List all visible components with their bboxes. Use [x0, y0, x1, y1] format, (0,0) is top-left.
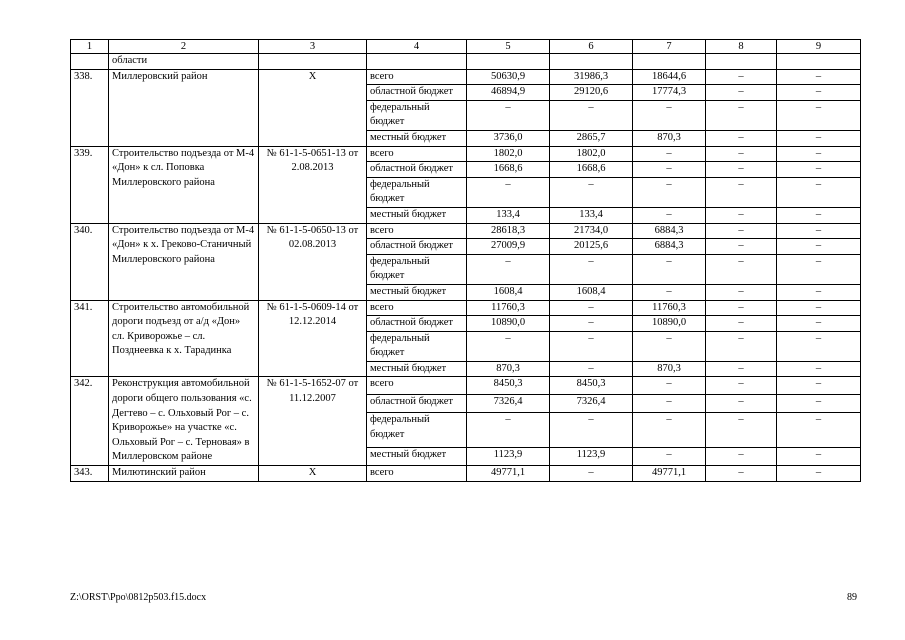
funding-source: областной бюджет — [367, 162, 467, 178]
value-cell: 6884,3 — [633, 239, 706, 255]
value-cell: – — [706, 162, 777, 178]
value-cell: – — [706, 448, 777, 466]
value-cell: – — [777, 239, 861, 255]
value-cell: – — [777, 85, 861, 101]
value-cell: 6884,3 — [633, 223, 706, 239]
value-cell: 1123,9 — [550, 448, 633, 466]
value-cell: 17774,3 — [633, 85, 706, 101]
value-cell: 7326,4 — [550, 395, 633, 413]
value-cell: – — [706, 239, 777, 255]
value-cell: – — [706, 130, 777, 146]
column-header: 6 — [550, 40, 633, 54]
value-cell: – — [467, 100, 550, 130]
value-cell: 1123,9 — [467, 448, 550, 466]
value-cell: 8450,3 — [550, 377, 633, 395]
funding-source: всего — [367, 69, 467, 85]
value-cell: – — [550, 331, 633, 361]
value-cell: – — [706, 361, 777, 377]
value-cell: 870,3 — [633, 130, 706, 146]
table-body — [71, 40, 861, 482]
funding-source: федеральный бюджет — [367, 413, 467, 448]
value-cell: – — [777, 130, 861, 146]
funding-source: областной бюджет — [367, 395, 467, 413]
column-header: 2 — [109, 40, 259, 54]
table-cell — [633, 54, 706, 70]
value-cell: 28618,3 — [467, 223, 550, 239]
value-cell: – — [777, 223, 861, 239]
funding-source: федеральный бюджет — [367, 177, 467, 207]
row-number: 341. — [71, 300, 109, 377]
value-cell: 10890,0 — [633, 316, 706, 332]
document-ref: X — [259, 69, 367, 146]
table-row — [71, 69, 861, 85]
value-cell: – — [550, 100, 633, 130]
value-cell: – — [706, 207, 777, 223]
value-cell: – — [706, 331, 777, 361]
value-cell: – — [777, 177, 861, 207]
row-number: 338. — [71, 69, 109, 146]
column-header: 4 — [367, 40, 467, 54]
value-cell: – — [550, 254, 633, 284]
value-cell: 133,4 — [550, 207, 633, 223]
value-cell: – — [777, 254, 861, 284]
value-cell: – — [633, 177, 706, 207]
object-name: Реконструкция автомобильной дороги общего пользования «с. Дегтево – с. Ольховый Рог – с. Криворожье» на участке «с. Ольховый Рог – с. Терновая» в Миллеровском районе — [109, 377, 259, 466]
document-ref: № 61-1-5-0650-13 от 02.08.2013 — [259, 223, 367, 300]
table-row — [71, 377, 861, 395]
table-row — [71, 466, 861, 482]
table-row — [71, 223, 861, 239]
value-cell: – — [633, 162, 706, 178]
funding-source: федеральный бюджет — [367, 331, 467, 361]
table-header-row — [71, 40, 861, 54]
value-cell: – — [777, 284, 861, 300]
value-cell: – — [777, 207, 861, 223]
value-cell: – — [550, 361, 633, 377]
continuation-text: области — [109, 54, 259, 70]
value-cell: – — [550, 413, 633, 448]
value-cell: 133,4 — [467, 207, 550, 223]
document-ref: № 61-1-5-0651-13 от 2.08.2013 — [259, 146, 367, 223]
value-cell: 1668,6 — [550, 162, 633, 178]
value-cell: – — [467, 413, 550, 448]
object-name: Строительство подъезда от М-4 «Дон» к х. Греково-Станичный Миллеровского района — [109, 223, 259, 300]
funding-source: местный бюджет — [367, 284, 467, 300]
funding-source: федеральный бюджет — [367, 254, 467, 284]
column-header: 9 — [777, 40, 861, 54]
value-cell: 50630,9 — [467, 69, 550, 85]
value-cell: 49771,1 — [467, 466, 550, 482]
document-ref: № 61-1-5-1652-07 от 11.12.2007 — [259, 377, 367, 466]
value-cell: – — [633, 254, 706, 284]
document-ref: № 61-1-5-0609-14 от 12.12.2014 — [259, 300, 367, 377]
value-cell: – — [777, 395, 861, 413]
value-cell: – — [550, 316, 633, 332]
funding-source: всего — [367, 466, 467, 482]
funding-source: всего — [367, 223, 467, 239]
value-cell: – — [777, 448, 861, 466]
table-cell — [777, 54, 861, 70]
value-cell: – — [777, 100, 861, 130]
value-cell: 7326,4 — [467, 395, 550, 413]
value-cell: – — [467, 177, 550, 207]
value-cell: – — [467, 254, 550, 284]
row-number: 340. — [71, 223, 109, 300]
value-cell: 1802,0 — [550, 146, 633, 162]
funding-source: местный бюджет — [367, 448, 467, 466]
value-cell: 1668,6 — [467, 162, 550, 178]
value-cell: – — [777, 466, 861, 482]
footer-file-path: Z:\ORST\Ppo\0812p503.f15.docx — [70, 592, 207, 603]
value-cell: – — [633, 377, 706, 395]
column-header: 3 — [259, 40, 367, 54]
value-cell: 10890,0 — [467, 316, 550, 332]
value-cell: – — [706, 69, 777, 85]
funding-source: областной бюджет — [367, 316, 467, 332]
value-cell: – — [633, 100, 706, 130]
value-cell: 1608,4 — [550, 284, 633, 300]
value-cell: – — [777, 413, 861, 448]
row-number: 343. — [71, 466, 109, 482]
table-cell — [367, 54, 467, 70]
value-cell: – — [777, 361, 861, 377]
continuation-row — [71, 54, 861, 70]
funding-source: местный бюджет — [367, 130, 467, 146]
row-number: 339. — [71, 146, 109, 223]
value-cell: – — [706, 100, 777, 130]
value-cell: – — [633, 448, 706, 466]
object-name: Миллеровский район — [109, 69, 259, 146]
value-cell: 20125,6 — [550, 239, 633, 255]
funding-source: областной бюджет — [367, 85, 467, 101]
table-cell — [550, 54, 633, 70]
column-header: 5 — [467, 40, 550, 54]
column-header: 7 — [633, 40, 706, 54]
object-name: Строительство автомобильной дороги подъезд от а/д «Дон» сл. Криворожье – сл. Позднеевка к х. Тарадинка — [109, 300, 259, 377]
value-cell: – — [550, 177, 633, 207]
value-cell: – — [633, 146, 706, 162]
value-cell: 8450,3 — [467, 377, 550, 395]
funding-source: всего — [367, 377, 467, 395]
value-cell: 1608,4 — [467, 284, 550, 300]
value-cell: 29120,6 — [550, 85, 633, 101]
footer-page-number: 89 — [847, 592, 857, 603]
funding-source: местный бюджет — [367, 361, 467, 377]
value-cell: 870,3 — [467, 361, 550, 377]
column-header: 1 — [71, 40, 109, 54]
value-cell: – — [706, 377, 777, 395]
value-cell: – — [706, 284, 777, 300]
funding-source: местный бюджет — [367, 207, 467, 223]
value-cell: – — [777, 69, 861, 85]
value-cell: – — [633, 395, 706, 413]
value-cell: – — [706, 395, 777, 413]
table-row — [71, 300, 861, 316]
document-table — [70, 39, 861, 482]
value-cell: – — [706, 466, 777, 482]
value-cell: – — [777, 162, 861, 178]
funding-source: областной бюджет — [367, 239, 467, 255]
value-cell: – — [706, 254, 777, 284]
value-cell: 1802,0 — [467, 146, 550, 162]
table-cell — [259, 54, 367, 70]
value-cell: 49771,1 — [633, 466, 706, 482]
table-cell — [71, 54, 109, 70]
value-cell: – — [550, 300, 633, 316]
value-cell: – — [633, 413, 706, 448]
value-cell: – — [550, 466, 633, 482]
value-cell: – — [777, 377, 861, 395]
value-cell: – — [706, 316, 777, 332]
value-cell: 2865,7 — [550, 130, 633, 146]
value-cell: 3736,0 — [467, 130, 550, 146]
value-cell: – — [706, 146, 777, 162]
value-cell: – — [633, 207, 706, 223]
funding-source: федеральный бюджет — [367, 100, 467, 130]
value-cell: – — [633, 284, 706, 300]
value-cell: 870,3 — [633, 361, 706, 377]
value-cell: – — [706, 177, 777, 207]
value-cell: – — [633, 331, 706, 361]
value-cell: – — [706, 300, 777, 316]
value-cell: 11760,3 — [633, 300, 706, 316]
object-name: Милютинский район — [109, 466, 259, 482]
value-cell: – — [777, 300, 861, 316]
value-cell: – — [706, 413, 777, 448]
table-cell — [706, 54, 777, 70]
value-cell: 18644,6 — [633, 69, 706, 85]
value-cell: – — [706, 223, 777, 239]
object-name: Строительство подъезда от М-4 «Дон» к сл. Поповка Миллеровского района — [109, 146, 259, 223]
document-ref: X — [259, 466, 367, 482]
value-cell: 11760,3 — [467, 300, 550, 316]
value-cell: – — [706, 85, 777, 101]
value-cell: – — [777, 331, 861, 361]
value-cell: – — [777, 316, 861, 332]
column-header: 8 — [706, 40, 777, 54]
value-cell: – — [777, 146, 861, 162]
value-cell: 27009,9 — [467, 239, 550, 255]
value-cell: 21734,0 — [550, 223, 633, 239]
table-row — [71, 146, 861, 162]
funding-source: всего — [367, 300, 467, 316]
value-cell: 31986,3 — [550, 69, 633, 85]
row-number: 342. — [71, 377, 109, 466]
table-cell — [467, 54, 550, 70]
funding-source: всего — [367, 146, 467, 162]
value-cell: – — [467, 331, 550, 361]
value-cell: 46894,9 — [467, 85, 550, 101]
